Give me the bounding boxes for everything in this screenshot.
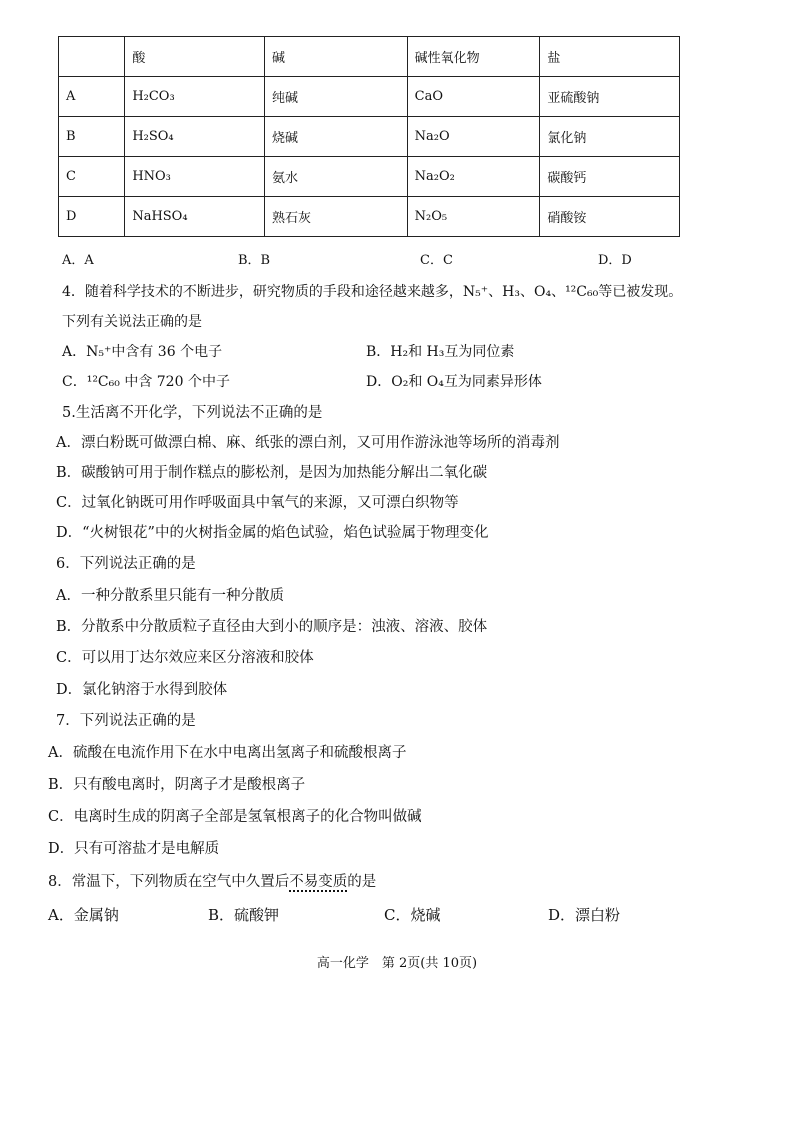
table-header-cell: 盐 [540,37,680,77]
q6-option-a[interactable]: A．一种分散系里只能有一种分散质 [56,588,284,604]
table-cell: N₂O₅ [407,197,540,237]
table-cell: H₂SO₄ [125,117,265,157]
table-row [59,197,680,237]
table-cell: 烧碱 [264,117,407,157]
q7-option-a[interactable]: A．硫酸在电流作用下在水中电离出氢离子和硫酸根离子 [48,745,407,761]
table-cell: 碳酸钙 [540,157,680,197]
table-cell: D [59,197,125,237]
q7-option-c[interactable]: C．电离时生成的阴离子全部是氢氧根离子的化合物叫做碱 [48,809,422,825]
q8-option-a[interactable]: A．金属钠 [48,906,119,924]
q3-option-d[interactable]: D．D [598,253,632,268]
table-cell: CaO [407,77,540,117]
q3-option-b[interactable]: B．B [238,253,271,268]
q5-option-b[interactable]: B．碳酸钠可用于制作糕点的膨松剂，是因为加热能分解出二氧化碳 [56,465,488,481]
q4-option-c[interactable]: C．¹²C₆₀ 中含 720 个中子 [62,374,230,390]
q8-stem-emphasis: 不易变质 [289,874,348,890]
table-row [59,77,680,117]
table-cell: Na₂O₂ [407,157,540,197]
q6-stem: 6．下列说法正确的是 [56,556,196,572]
q3-option-c[interactable]: C．C [420,253,453,268]
table-header-cell: 碱性氧化物 [407,37,540,77]
q8-stem [48,870,376,891]
q4-option-a[interactable]: A．N₅⁺中含有 36 个电子 [62,344,223,360]
q4-stem-line2: 下列有关说法正确的是 [62,314,202,330]
table-header-row [59,37,680,77]
table-cell: HNO₃ [125,157,265,197]
q5-option-d[interactable]: D．“火树银花”中的火树指金属的焰色试验，焰色试验属于物理变化 [56,525,489,541]
table-cell: 氯化钠 [540,117,680,157]
table-cell: 氨水 [264,157,407,197]
q4-stem-line1: 4．随着科学技术的不断进步，研究物质的手段和途径越来越多，N₅⁺、H₃、O₄、¹²C₆₀等已被发现。 [62,284,683,300]
q4-option-b[interactable]: B．H₂和 H₃互为同位素 [366,344,515,360]
classification-table [58,36,680,237]
q8-stem-post: 的是 [347,874,377,890]
table-cell: 纯碱 [264,77,407,117]
table-header-cell [59,37,125,77]
q6-option-b[interactable]: B．分散系中分散质粒子直径由大到小的顺序是：浊液、溶液、胶体 [56,619,488,635]
q8-option-c[interactable]: C．烧碱 [384,906,441,924]
q6-option-d[interactable]: D．氯化钠溶于水得到胶体 [56,682,228,698]
q3-option-a[interactable]: A．A [62,253,94,268]
table-cell: A [59,77,125,117]
q8-stem-pre: 8．常温下，下列物质在空气中久置后 [48,874,290,890]
page-footer: 高一化学 第 2页(共 10页) [316,956,478,971]
table-cell: B [59,117,125,157]
q7-stem: 7．下列说法正确的是 [56,713,196,729]
q6-option-c[interactable]: C．可以用丁达尔效应来区分溶液和胶体 [56,650,314,666]
q4-option-d[interactable]: D．O₂和 O₄互为同素异形体 [366,374,542,390]
table-row [59,117,680,157]
table-cell: 熟石灰 [264,197,407,237]
table-row [59,157,680,197]
table-cell: H₂CO₃ [125,77,265,117]
table-cell: 硝酸铵 [540,197,680,237]
q5-option-a[interactable]: A．漂白粉既可做漂白棉、麻、纸张的漂白剂，又可用作游泳池等场所的消毒剂 [56,435,560,451]
q5-option-c[interactable]: C．过氧化钠既可用作呼吸面具中氧气的来源，又可漂白织物等 [56,495,459,511]
table-cell: 亚硫酸钠 [540,77,680,117]
table-cell: C [59,157,125,197]
q8-option-d[interactable]: D．漂白粉 [548,906,621,924]
q8-option-b[interactable]: B．硫酸钾 [208,906,280,924]
q7-option-b[interactable]: B．只有酸电离时，阴离子才是酸根离子 [48,777,306,793]
q7-option-d[interactable]: D．只有可溶盐才是电解质 [48,841,220,857]
table-cell: NaHSO₄ [125,197,265,237]
table-header-cell: 酸 [125,37,265,77]
q5-stem: 5.生活离不开化学，下列说法不正确的是 [62,405,323,421]
table-cell: Na₂O [407,117,540,157]
table-header-cell: 碱 [264,37,407,77]
